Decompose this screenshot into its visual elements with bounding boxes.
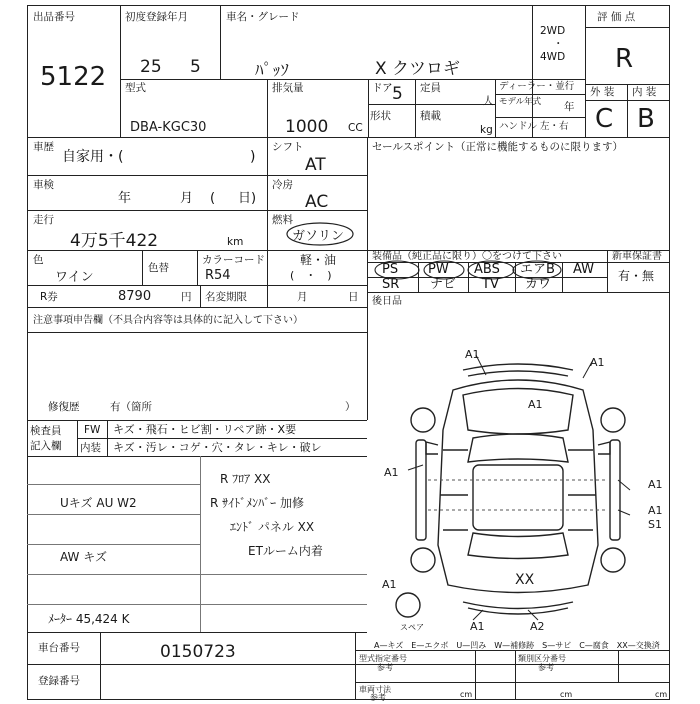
fuel-diesel: 軽・油 [300, 253, 337, 267]
dim-cm-2: cm [560, 690, 573, 699]
fuel-petrol: ガソリン [292, 229, 345, 244]
grade-label: 評 価 点 [597, 11, 636, 23]
diagram-mark-trunk: XX [515, 572, 535, 588]
reg-label: 登録番号 [38, 675, 80, 687]
color-label: 色 [33, 254, 44, 266]
usage-label: 車歴 [33, 141, 54, 153]
doors: 5 [392, 84, 403, 104]
mileage-label: 走行 [33, 214, 54, 226]
diagram-mark-right-side: A1 [648, 478, 663, 491]
note-right-4: ETルーム内着 [248, 544, 323, 558]
diagram-mark-hood: A1 [528, 398, 543, 411]
shaken-year: 年 [118, 191, 132, 206]
diagram-mark-front-left: A1 [465, 348, 480, 361]
fuel-label: 燃料 [272, 214, 293, 226]
dealer-label: ディーラー・並行 [499, 81, 575, 92]
spec-ref: 参考 [377, 663, 393, 672]
load-label: 積載 [420, 110, 441, 122]
shape-label: 形状 [370, 110, 391, 122]
wd-dot: ・ [553, 38, 564, 50]
name-change-label: 名変期限 [205, 291, 247, 303]
shaken-day: 日) [238, 191, 257, 206]
score: R [615, 44, 634, 74]
equip-ps: PS [382, 262, 399, 277]
cat-label: 類別区分番号 [518, 654, 566, 663]
diagram-mark-right-rear-1: A1 [648, 504, 663, 517]
recycle-value: 8790 [118, 289, 152, 304]
note-right-2: R ｻｲﾄﾞﾒﾝﾊﾞｰ 加修 [210, 496, 304, 510]
warranty-value: 有・無 [618, 269, 655, 283]
aircon: AC [305, 192, 329, 212]
dim-cm-3: cm [655, 690, 668, 699]
note-right-3: ｴﾝﾄﾞ パネル XX [230, 520, 315, 534]
interior-row-label: 内装 [80, 442, 101, 454]
chassis-no: 0150723 [160, 642, 236, 662]
shaken-open: ( [210, 191, 216, 206]
exterior-label: 外 装 [590, 86, 615, 98]
spare-label: スペア [400, 623, 424, 632]
entry-label: 記入欄 [30, 440, 62, 452]
interior-grade: B [637, 104, 655, 134]
mileage: 4万5千422 [70, 231, 159, 251]
capacity-label: 定員 [420, 82, 441, 94]
km-label: km [227, 236, 244, 248]
auction-no: 5122 [40, 62, 107, 92]
cat-ref: 参考 [538, 663, 554, 672]
dim-ref: 参考 [370, 693, 386, 702]
shaken-month: 月 [180, 191, 194, 206]
door-label: ドア [372, 82, 393, 94]
handle-label: ハンドル 左・右 [499, 121, 569, 132]
shift: AT [305, 155, 326, 175]
recycle-label: R券 [40, 291, 58, 303]
note-left-1: Uキズ AU W2 [60, 496, 137, 510]
shaken-label: 車検 [33, 179, 54, 191]
diagram-mark-right-rear-2: S1 [648, 518, 662, 531]
model-label: 型式 [125, 82, 146, 94]
usage-close: ) [250, 149, 256, 165]
first-reg-month: 5 [190, 57, 201, 77]
car-damage-diagram [368, 330, 670, 635]
fuel-paren: ( ・ ) [290, 269, 332, 282]
equip-sr: SR [382, 277, 400, 292]
diagram-mark-front-right: A1 [590, 356, 605, 369]
legend: A—キズ E—エクボ U—凹み W—補修跡 S—サビ C—腐食 XX—交換済 [374, 641, 660, 650]
after-label: 後日品 [372, 296, 402, 307]
model-year-label: モデル年式 [499, 97, 542, 107]
displacement-label: 排気量 [272, 82, 304, 94]
capacity-unit: 人 [483, 95, 494, 107]
color: ワイン [55, 270, 94, 285]
equip-label: 装備品（純正品に限り）〇をつけて下さい [372, 251, 562, 262]
sales-label: セールスポイント（正常に機能するものに限ります） [372, 141, 624, 153]
spec-label: 型式指定番号 [359, 654, 407, 663]
equip-circles [367, 258, 567, 282]
auction-no-label: 出品番号 [33, 11, 75, 23]
fw-label: FW [84, 424, 101, 436]
diagram-mark-left-side: A1 [384, 466, 399, 479]
shift-label: シフト [272, 141, 304, 153]
cc-label: CC [348, 122, 363, 134]
note-left-2: AW キズ [60, 550, 107, 564]
dim-label: 車両寸法 [359, 685, 391, 694]
chassis-label: 車台番号 [38, 642, 80, 654]
warranty-label: 新車保証書 [612, 251, 662, 262]
note-mileage: ﾒｰﾀｰ 45,424 K [48, 612, 130, 626]
carname-label: 車名・グレード [226, 11, 300, 23]
notes-label: 注意事項申告欄（不具合内容等は具体的に記入して下さい） [33, 315, 303, 326]
equip-pw: PW [428, 262, 449, 277]
name-change-day: 日 [348, 291, 359, 303]
fuel-circle [285, 221, 355, 247]
inspector-label: 検査員 [30, 425, 62, 437]
equip-aw: AW [573, 262, 595, 277]
aircon-label: 冷房 [272, 179, 293, 191]
equip-leather: カワ [525, 277, 552, 292]
displacement: 1000 [285, 117, 329, 137]
load-unit: kg [480, 124, 493, 136]
model-year-unit: 年 [564, 101, 575, 113]
fw-items: キズ・飛石・ヒビ割・リペア跡・X要 [113, 423, 297, 436]
diagram-mark-rear-right: A2 [530, 620, 545, 633]
exterior-grade: C [595, 104, 614, 134]
color-change-label: 色替 [148, 262, 169, 274]
carname: ﾊﾟｯｿ [255, 61, 289, 81]
repair-label: 修復歴 [48, 401, 80, 413]
name-change-month: 月 [297, 291, 308, 303]
diagram-mark-rear-left: A1 [470, 620, 485, 633]
color-code: R54 [205, 268, 231, 283]
dim-cm-1: cm [460, 690, 473, 699]
yen: 円 [181, 291, 192, 303]
note-right-1: R ﾌﾛｱ XX [220, 472, 271, 486]
color-code-label: カラーコード [202, 254, 265, 266]
interior-label: 内 装 [632, 86, 657, 98]
repair-value: 有（箇所 [110, 401, 152, 413]
diagram-mark-left-rear: A1 [382, 578, 397, 591]
first-reg-year: 25 [140, 57, 162, 77]
model: DBA-KGC30 [130, 120, 207, 135]
grade: X クツロギ [375, 59, 461, 79]
equip-airbag: エアB [520, 262, 555, 277]
repair-close: ） [345, 401, 356, 413]
wd4: 4WD [540, 51, 566, 63]
equip-navi: ナビ [430, 277, 457, 292]
usage: 自家用・( [62, 149, 124, 165]
equip-abs: ABS [474, 262, 500, 277]
first-reg-label: 初度登録年月 [125, 11, 188, 23]
interior-items: キズ・汚レ・コゲ・穴・タレ・キレ・破レ [113, 441, 322, 454]
wd2: 2WD [540, 25, 566, 37]
equip-tv: TV [482, 277, 499, 292]
